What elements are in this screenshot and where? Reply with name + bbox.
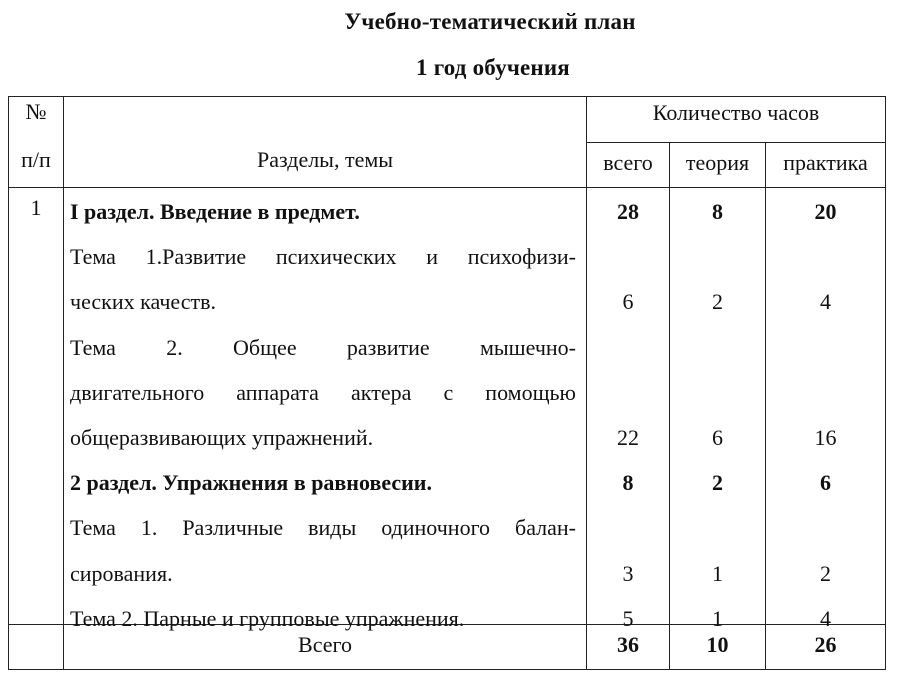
footer-practice-value: 26	[814, 632, 837, 657]
hours-practice-value: 20	[814, 199, 837, 224]
hours-total-value: 6	[622, 289, 634, 315]
header-num-cell	[9, 97, 64, 188]
hours-total-value: 3	[622, 560, 634, 586]
topic-line: Тема 1. Различные виды одиночного балан-	[70, 515, 576, 541]
document-subtitle: 1 год обучения	[416, 55, 570, 80]
header-num-symbol: №	[25, 99, 47, 124]
document-title: Учебно-тематический план	[344, 9, 636, 34]
curriculum-table	[8, 96, 886, 670]
hours-practice-value: 4	[820, 605, 831, 631]
hours-practice-value: 2	[820, 560, 831, 586]
hours-theory-value: 2	[712, 470, 723, 496]
hours-total-value: 5	[622, 605, 634, 631]
header-total-label: всего	[603, 149, 653, 175]
section-title: 2 раздел. Упражнения в равновесии.	[70, 470, 432, 496]
hours-theory-value: 1	[712, 605, 723, 631]
header-theory-cell	[670, 142, 766, 188]
hours-practice-value: 16	[814, 425, 837, 450]
header-topics-label: Разделы, темы	[256, 147, 394, 172]
section-title: I раздел. Введение в предмет.	[70, 199, 360, 224]
hours-theory-value: 2	[712, 289, 723, 315]
footer-total-value: 36	[617, 632, 639, 657]
hours-practice-value: 4	[820, 289, 831, 315]
hours-theory-value: 8	[712, 199, 723, 224]
hours-total-value: 28	[617, 199, 639, 224]
footer-label: Всего	[298, 632, 352, 657]
topic-line: Тема 2. Общее развитие мышечно-	[70, 334, 576, 360]
body-topics-cell	[64, 188, 587, 631]
header-hours-cell	[587, 97, 886, 143]
header-hours-label: Количество часов	[652, 100, 820, 125]
hours-total-value: 8	[622, 470, 634, 496]
hours-total-value: 22	[617, 425, 639, 450]
body-num-cell	[9, 188, 64, 625]
topic-line: сирования.	[70, 560, 173, 586]
body-theory-cell	[670, 188, 766, 631]
hours-theory-value: 1	[712, 560, 723, 586]
hours-theory-value: 6	[712, 425, 723, 450]
header-theory-label: теория	[685, 149, 750, 175]
topic-line: общеразвивающих упражнений.	[70, 425, 374, 450]
row-number: 1	[30, 195, 42, 220]
header-topics-cell	[64, 97, 587, 188]
footer-theory-value: 10	[706, 632, 729, 657]
body-total-cell	[587, 188, 670, 631]
header-practice-cell	[766, 142, 886, 188]
header-total-cell	[587, 142, 670, 188]
topic-line: Тема 2. Парные и групповые упражнения.	[70, 605, 465, 631]
footer-empty-cell	[9, 625, 64, 670]
topic-line: Тема 1.Развитие психических и психофизи-	[70, 244, 576, 270]
body-practice-cell	[766, 188, 886, 631]
topic-line: двигательного аппарата актера с помощью	[70, 379, 576, 405]
header-num-abbr: п/п	[21, 147, 51, 172]
header-practice-label: практика	[783, 149, 868, 175]
topic-line: ческих качеств.	[70, 289, 216, 315]
hours-practice-value: 6	[820, 470, 831, 496]
